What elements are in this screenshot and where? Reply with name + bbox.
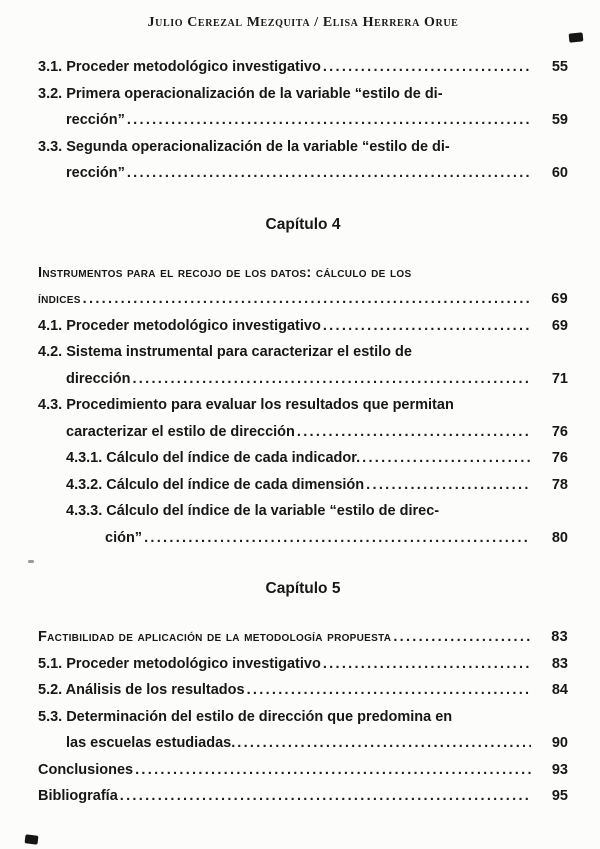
toc-entry-line (38, 286, 568, 313)
dot-leader (393, 624, 531, 651)
toc-section (38, 578, 568, 810)
dot-leader (127, 107, 531, 134)
page-number: 76 (551, 450, 568, 466)
page-number: 71 (551, 370, 568, 387)
dot-leader (132, 366, 531, 393)
toc-entry (38, 624, 568, 651)
toc-entry-line (38, 651, 568, 678)
toc-entry-text: 4.3. Procedimiento para evaluar los resultados que permitan (38, 397, 454, 413)
toc-entry (38, 651, 568, 678)
toc-entry-text: 4.2. Sistema instrumental para caracterizar el estilo de (38, 344, 412, 360)
toc-entry-text: 5.3. Determinación del estilo de dirección que predomina en (38, 708, 453, 725)
page-number: 60 (551, 165, 568, 181)
page-number: 69 (551, 291, 568, 307)
toc-entry-text: 4.3.3. Cálculo del índice de la variable “estilo de direc- (66, 503, 440, 519)
toc-entry (38, 260, 568, 313)
toc-entry-text: índices (38, 291, 81, 307)
toc-entry-text: rección” (66, 165, 125, 181)
toc-entry (38, 757, 568, 784)
toc-entry-text: 3.2. Primera operacionalización de la variable “estilo de di- (38, 85, 443, 102)
toc-entry-text: 4.3.2. Cálculo del índice de cada dimensión (66, 476, 365, 493)
toc-entry (38, 339, 568, 392)
toc-entry (38, 313, 568, 340)
toc-entry-line (38, 107, 568, 134)
page-number: 76 (551, 423, 568, 440)
toc-entry-text: 5.1. Proceder metodológico investigativo (38, 655, 321, 672)
dot-leader (297, 419, 531, 446)
toc-entry-text: 3.1. Proceder metodológico investigativo (38, 59, 321, 75)
toc-entry-text: Conclusiones (38, 761, 134, 778)
toc-entry-line (38, 472, 568, 499)
page-number: 90 (551, 735, 568, 751)
toc-entry-line (38, 419, 568, 446)
toc-entry (38, 498, 568, 551)
toc-entry-line (38, 783, 568, 810)
page-number: 80 (551, 529, 568, 546)
page-number: 84 (551, 682, 568, 698)
toc-entry-line (38, 445, 568, 472)
toc-entry-text: caracterizar el estilo de dirección (66, 423, 295, 440)
toc-entry (38, 445, 568, 472)
toc-entry-line (38, 730, 568, 757)
dot-leader (366, 472, 531, 499)
toc-entry-line (38, 160, 568, 187)
running-header: Julio Cerezal Mezquita / Elisa Herrera Orue (147, 15, 459, 30)
page-number: 59 (551, 112, 568, 128)
toc-entry-text: 4.3.1. Cálculo del índice de cada indicador. (66, 450, 361, 466)
dot-leader (127, 160, 531, 187)
page-number: 69 (551, 317, 568, 334)
toc-entry-line (38, 366, 568, 393)
toc-entry (38, 134, 568, 187)
toc-entry-text: las escuelas estudiadas. (66, 735, 236, 751)
page-number: 95 (551, 788, 568, 804)
dot-leader (135, 757, 531, 784)
toc-entry-text: ción” (105, 529, 143, 546)
dot-leader (323, 313, 531, 340)
toc-entry-text: 4.1. Proceder metodológico investigativo (38, 317, 321, 334)
scan-artifact (25, 834, 39, 845)
toc-entry (38, 392, 568, 445)
toc-entry-text: rección” (66, 112, 125, 128)
dot-leader (144, 525, 531, 552)
chapter-heading: Capítulo 5 (265, 580, 341, 597)
table-of-contents (38, 54, 568, 810)
toc-entry-line (38, 677, 568, 704)
dot-leader (120, 783, 531, 810)
dot-leader (323, 651, 531, 678)
toc-entry-line (38, 757, 568, 784)
toc-entry (38, 783, 568, 810)
scan-artifact (569, 32, 584, 42)
toc-entry (38, 704, 568, 757)
toc-entry (38, 472, 568, 499)
toc-entry-text: Instrumentos para el recojo de los datos: cálculo de los (38, 264, 412, 281)
toc-entry-text: Bibliografía (38, 788, 118, 804)
toc-section (38, 54, 568, 187)
dot-leader (83, 286, 531, 313)
toc-entry (38, 54, 568, 81)
toc-entry-text: 5.2. Análisis de los resultados (38, 682, 245, 698)
toc-entry-text: Factibilidad de aplicación de la metodología propuesta (38, 629, 392, 645)
page-number: 93 (551, 761, 568, 778)
page-number: 83 (551, 655, 568, 672)
chapter-heading: Capítulo 4 (265, 215, 341, 233)
toc-section (38, 214, 568, 552)
toc-entry-line (38, 54, 568, 81)
toc-entry-text: 3.3. Segunda operacionalización de la variable “estilo de di- (38, 138, 450, 155)
dot-leader (362, 445, 531, 472)
toc-entry-line (38, 525, 568, 552)
scan-artifact (28, 560, 34, 563)
page-number: 83 (551, 629, 568, 645)
toc-entry (38, 81, 568, 134)
toc-entry-line (38, 313, 568, 340)
page-number: 78 (551, 476, 568, 493)
dot-leader (237, 730, 531, 757)
page-number: 55 (551, 59, 568, 75)
toc-entry-line (38, 624, 568, 651)
dot-leader (247, 677, 531, 704)
dot-leader (323, 54, 531, 81)
toc-entry-text: dirección (66, 370, 131, 387)
toc-entry (38, 677, 568, 704)
